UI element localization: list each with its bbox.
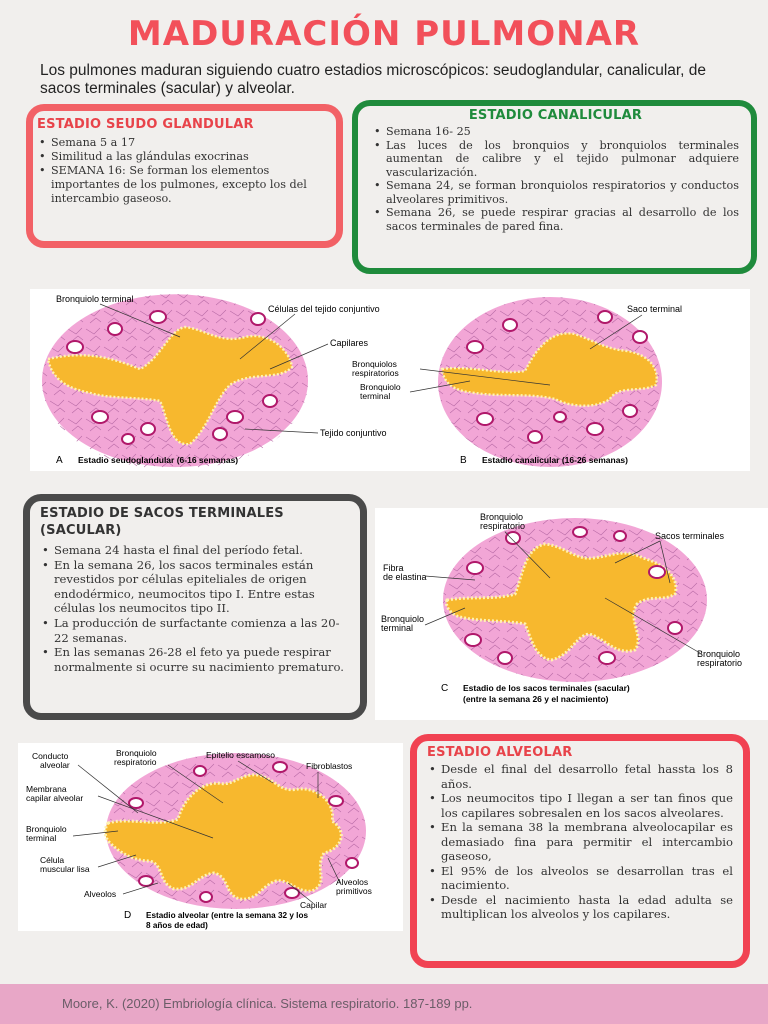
list-item: • Las luces de los bronquios y bronquiolos terminales aumentan de calibre y el tejido pulmonar adquiere vascularización.	[372, 139, 739, 180]
figure-d-svg	[18, 743, 403, 931]
figure-a-caption: Estadio seudoglandular (6-16 semanas)	[78, 455, 239, 465]
list-item: • En la semana 38 la membrana alveolocapilar es demasiado fina para permitir el intercambio gaseoso,	[427, 820, 733, 864]
figure-d-letter: D	[124, 910, 132, 921]
list-item: • Semana 24 hasta el final del período fetal.	[40, 543, 350, 558]
list-item: • Desde el final del desarrollo fetal hassta los 8 años.	[427, 762, 733, 791]
stage-sacular-box	[23, 494, 367, 720]
label-terminal-d2: terminal	[26, 833, 57, 843]
list-item: • El 95% de los alveolos se desarrollan tras el nacimiento.	[427, 864, 733, 893]
label-tejido-conjuntivo: Tejido conjuntivo	[320, 428, 387, 438]
list-item: • La producción de surfactante comienza a las 20-22 semanas.	[40, 616, 350, 645]
label-muscular-lisa: muscular lisa	[40, 864, 90, 874]
stage-list	[372, 125, 739, 233]
list-item: • Similitud a las glándulas exocrinas	[37, 150, 326, 164]
label-celulas-tejido: Células del tejido conjuntivo	[268, 304, 380, 314]
label-alveolos-primitivos-2: primitivos	[336, 886, 372, 896]
label-bronquiolo-terminal-a: Bronquiolo terminal	[56, 294, 134, 304]
label-respiratorio-d1: respiratorio	[114, 757, 157, 767]
figure-c-caption-2: (entre la semana 26 y el nacimiento)	[463, 694, 609, 704]
list-item: • Semana 16- 25	[372, 125, 739, 139]
label-celula: Célula	[40, 855, 65, 865]
label-alveolos-primitivos-1: Alveolos	[336, 877, 369, 887]
label-fibra: Fibra	[383, 563, 404, 573]
figure-d-caption-1: Estadio alveolar (entre la semana 32 y los	[146, 911, 309, 920]
citation-text: Moore, K. (2020) Embriología clínica. Sistema respiratorio. 187-189 pp.	[62, 996, 473, 1011]
stage-alveolar-box	[410, 734, 750, 968]
figure-c-letter: C	[441, 683, 449, 694]
label-sacos-terminales: Sacos terminales	[655, 531, 725, 541]
stage-heading: ESTADIO CANALICULAR	[468, 108, 643, 123]
list-item: • Los neumocitos tipo I llegan a ser tan finos que los capilares sobresalen en los sacos alveolares.	[427, 791, 733, 820]
list-item: • En las semanas 26-28 el feto ya puede respirar normalmente si ocurre su nacimiento prematuro.	[40, 645, 350, 674]
stage-canalicular-box	[352, 100, 757, 274]
label-elastina: de elastina	[383, 572, 427, 582]
figure-b-caption: Estadio canalicular (16-26 semanas)	[482, 455, 628, 465]
label-capilares: Capilares	[330, 338, 369, 348]
label-terminal-c2: terminal	[381, 623, 414, 633]
label-capilar-alveolar: capilar alveolar	[26, 793, 84, 803]
figure-a-b-panel	[30, 289, 750, 471]
figure-d-caption-2: 8 años de edad)	[146, 921, 208, 930]
stage-heading: ESTADIO SEUDO GLANDULAR	[37, 117, 254, 132]
label-bronquiolo-d1: Bronquiolo	[116, 748, 157, 758]
label-saco-terminal: Saco terminal	[627, 304, 683, 314]
figure-b-letter: B	[460, 455, 467, 466]
footer-bar	[0, 984, 768, 1024]
list-item: • SEMANA 16: Se forman los elementos importantes de los pulmones, excepto los del intercambio gaseoso.	[37, 164, 326, 206]
label-epitelio: Epitelio escamoso	[206, 750, 275, 760]
stage-seudoglandular-box	[26, 104, 343, 248]
list-item: • En la semana 26, los sacos terminales están revestidos por células epiteliales de origen endodérmico, neumocitos tipo I. Entre estas células los neumocitos tipo II.	[40, 558, 350, 616]
label-capilar: Capilar	[300, 900, 327, 910]
label-bronquiolo-b: Bronquiolo	[360, 382, 401, 392]
stage-heading: ESTADIO ALVEOLAR	[427, 745, 573, 760]
page-title: MADURACIÓN PULMONAR	[127, 14, 641, 54]
label-bronquiolo-c1: Bronquiolo	[480, 512, 524, 522]
label-respiratorio-c3: respiratorio	[697, 658, 743, 668]
label-alveolos: Alveolos	[84, 889, 117, 899]
label-respiratorios: respiratorios	[352, 368, 399, 378]
stage-heading: ESTADIO DE SACOS TERMINALES (SACULAR)	[40, 506, 284, 538]
figure-c-caption-1: Estadio de los sacos terminales (sacular)	[463, 683, 630, 693]
figure-a-b-svg	[30, 289, 750, 471]
list-item: • Semana 26, se puede respirar gracias al desarrollo de los sacos terminales de pared fina.	[372, 206, 739, 233]
label-conducto: Conducto	[32, 751, 69, 761]
stage-list	[427, 762, 733, 922]
list-item: • Semana 5 a 17	[37, 136, 326, 150]
figure-c-svg	[375, 508, 768, 720]
list-item: • Desde el nacimiento hasta la edad adulta se multiplican los alveolos y los capilares.	[427, 893, 733, 922]
figure-c-panel	[375, 508, 768, 720]
label-bronquiolos: Bronquiolos	[352, 359, 397, 369]
intro-text: Los pulmones maduran siguiendo cuatro estadios microscópicos: seudoglandular, canalicular, de sacos terminales (sacular) y alveolar.	[40, 62, 707, 97]
label-bronquiolo-c3: Bronquiolo	[697, 649, 741, 659]
label-fibroblastos: Fibroblastos	[306, 761, 353, 771]
label-respiratorio-c1: respiratorio	[480, 521, 526, 531]
figure-d-panel	[18, 743, 403, 931]
label-terminal-b: terminal	[360, 391, 391, 401]
list-item: • Semana 24, se forman bronquiolos respiratorios y conductos alveolares primitivos.	[372, 179, 739, 206]
label-membrana: Membrana	[26, 784, 67, 794]
figure-a-letter: A	[56, 455, 63, 466]
stage-list	[37, 136, 326, 206]
label-bronquiolo-c2: Bronquiolo	[381, 614, 425, 624]
label-bronquiolo-d2: Bronquiolo	[26, 824, 67, 834]
stage-list	[40, 543, 350, 674]
label-alveolar: alveolar	[40, 760, 70, 770]
